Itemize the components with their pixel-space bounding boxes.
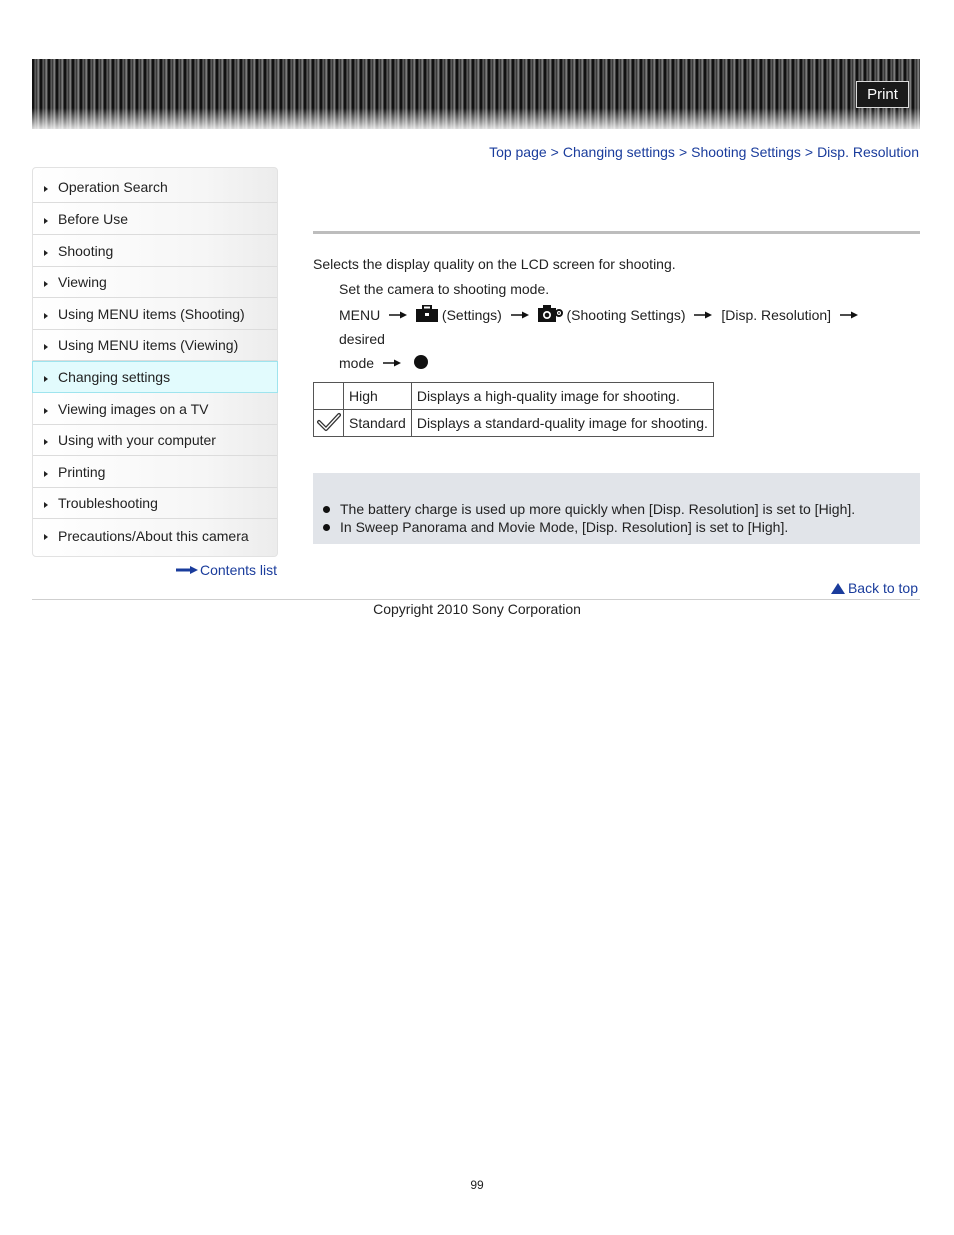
breadcrumb-top-page[interactable]: Top page [489, 144, 547, 160]
menu-label: MENU [339, 307, 381, 323]
arrow-right-icon [840, 310, 858, 320]
sidebar-item-troubleshooting[interactable] [33, 488, 277, 519]
sidebar-item-label: Using MENU items (Viewing) [58, 337, 239, 353]
sidebar-item-printing[interactable] [33, 457, 277, 488]
triangle-right-icon [44, 471, 48, 477]
default-marker-cell [314, 383, 344, 410]
page-number: 99 [470, 1178, 484, 1192]
mode-name: Standard [344, 410, 412, 437]
desired-label: desired [339, 331, 385, 347]
triangle-right-icon [44, 376, 48, 382]
contents-list-link[interactable] [176, 562, 277, 578]
print-button[interactable]: Print [856, 81, 909, 108]
sidebar-item-before-use[interactable] [33, 204, 277, 235]
sidebar-item-label: Troubleshooting [58, 495, 158, 511]
arrow-right-icon [511, 310, 529, 320]
mode-label: mode [339, 355, 375, 371]
sidebar-item-label: Changing settings [58, 369, 171, 385]
triangle-right-icon [44, 534, 48, 540]
camera-settings-icon [538, 304, 563, 322]
sidebar-item-label: Shooting [58, 243, 114, 259]
mode-description: Displays a standard-quality image for shooting. [411, 410, 713, 437]
mode-table [313, 382, 714, 437]
note-text: The battery charge is used up more quickly when [Disp. Resolution] is set to [High]. [340, 501, 856, 517]
sidebar-item-label: Viewing images on a TV [58, 401, 209, 417]
list-item [323, 519, 788, 535]
triangle-up-icon [831, 583, 845, 594]
title-divider [313, 231, 920, 234]
notes-box [313, 473, 920, 544]
sidebar-item-label: Viewing [58, 274, 107, 290]
sidebar-item-label: Using MENU items (Shooting) [58, 306, 245, 322]
sidebar-item-menu-shooting[interactable] [33, 299, 277, 330]
triangle-right-icon [44, 313, 48, 319]
triangle-right-icon [44, 344, 48, 350]
center-button-icon [413, 354, 429, 370]
note-text: In Sweep Panorama and Movie Mode, [Disp. Resolution] is set to [High]. [340, 519, 789, 535]
mode-description: Displays a high-quality image for shooting. [411, 383, 713, 410]
step-1-text: Set the camera to shooting mode. [339, 281, 550, 297]
triangle-right-icon [44, 218, 48, 224]
breadcrumb-separator: > [804, 144, 814, 160]
disp-resolution-label: [Disp. Resolution] [721, 307, 832, 323]
intro-text: Selects the display quality on the LCD screen for shooting. [313, 256, 676, 272]
arrow-right-icon [383, 358, 401, 368]
bullet-icon [323, 506, 330, 513]
arrow-right-icon [694, 310, 712, 320]
copyright-text: Copyright 2010 Sony Corporation [373, 601, 581, 617]
breadcrumb-separator: > [678, 144, 688, 160]
sidebar-item-shooting[interactable] [33, 236, 277, 267]
triangle-right-icon [44, 408, 48, 414]
sidebar-nav [32, 167, 278, 557]
sidebar-item-label: Before Use [58, 211, 129, 227]
breadcrumb [489, 144, 919, 160]
sidebar-item-operation-search[interactable] [33, 172, 277, 203]
back-to-top-label: Back to top [847, 580, 918, 596]
sidebar-item-menu-viewing[interactable] [33, 330, 277, 361]
arrow-right-icon [176, 566, 198, 574]
footer-divider [32, 599, 920, 600]
header-banner [32, 59, 920, 129]
settings-label: (Settings) [441, 307, 502, 323]
table-row [314, 383, 714, 410]
mode-name: High [344, 383, 412, 410]
list-item [323, 501, 855, 517]
triangle-right-icon [44, 281, 48, 287]
sidebar-item-label: Precautions/About this camera [58, 527, 249, 544]
step-2-text [339, 303, 909, 375]
sidebar-item-label: Operation Search [58, 179, 168, 195]
breadcrumb-separator: > [550, 144, 559, 160]
bullet-icon [323, 524, 330, 531]
breadcrumb-shooting-settings[interactable]: Shooting Settings [691, 144, 801, 160]
breadcrumb-changing-settings[interactable]: Changing settings [562, 144, 675, 160]
arrow-right-icon [389, 310, 407, 320]
sidebar-item-precautions[interactable] [33, 520, 277, 551]
toolbox-icon [416, 305, 438, 322]
checkmark-icon [317, 412, 341, 432]
contents-list-label: Contents list [200, 562, 278, 578]
triangle-right-icon [44, 250, 48, 256]
sidebar-item-computer[interactable] [33, 425, 277, 456]
triangle-right-icon [44, 439, 48, 445]
back-to-top-link[interactable] [831, 580, 918, 596]
table-row [314, 410, 714, 437]
sidebar-item-label: Printing [58, 464, 106, 480]
sidebar-item-label: Using with your computer [58, 432, 216, 448]
triangle-right-icon [44, 502, 48, 508]
sidebar-item-viewing[interactable] [33, 267, 277, 298]
sidebar-item-viewing-tv[interactable] [33, 394, 277, 425]
triangle-right-icon [44, 186, 48, 192]
breadcrumb-disp-resolution[interactable]: Disp. Resolution [817, 144, 919, 160]
default-marker-cell [314, 410, 344, 437]
sidebar-item-changing-settings[interactable] [32, 361, 278, 393]
shooting-settings-label: (Shooting Settings) [566, 307, 686, 323]
